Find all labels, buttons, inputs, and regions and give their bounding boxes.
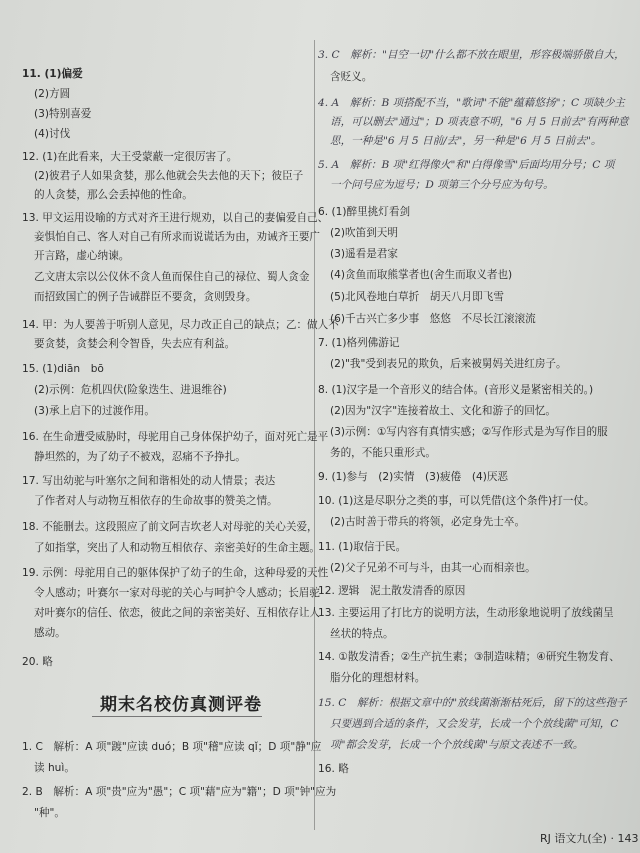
answer-line: 10. (1)这是尽职分之类的事，可以凭借(这个条件)打一仗。 [318, 495, 595, 507]
answer-line: (2)古时善于带兵的将领，必定身先士卒。 [330, 516, 526, 528]
answer-line: 务的，不能只重形式。 [330, 447, 436, 459]
title-underline [92, 716, 262, 717]
answer-line: 了作者对人与动物互相依存的生命故事的赞美之情。 [34, 495, 278, 507]
answer-line: 的人贪婪，那么会丢掉他的性命。 [34, 189, 193, 201]
answer-line: 含贬义。 [330, 71, 373, 83]
answer-line: (2)"我"受到表兄的欺负，后来被舅妈关进红房子。 [330, 358, 567, 370]
answer-line: 对叶赛尔的信任、依恋，彼此之间的亲密美好、互相依存让人 [34, 607, 321, 619]
answer-line: 令人感动；叶赛尔一家对母驼的关心与呵护令人感动；长眉驼 [34, 587, 321, 599]
page-footer: RJ 语文九(全) · 143 [540, 832, 639, 845]
answer-line: 要贪婪，贪婪会利令智昏，失去应有利益。 [34, 338, 236, 350]
answer-line: 19. 示例：母驼用自己的躯体保护了幼子的生命，这种母爱的天性 [22, 567, 329, 579]
answer-line: (4)讨伐 [34, 128, 71, 140]
answer-line: (3)遥看是君家 [330, 248, 398, 260]
right-column [318, 0, 630, 853]
answer-line: 4. A 解析：B 项搭配不当，"歌词"不能"蕴藉悠扬"；C 项缺少主 [318, 97, 625, 109]
answer-line: 15. C 解析：根据文章中的"放线菌渐渐枯死后，留下的这些孢子 [318, 697, 627, 709]
answer-line: 语，可以删去"通过"；D 项表意不明，"6 月 5 日前去"有两种意 [330, 116, 629, 128]
answer-line: 11. (1)取信于民。 [318, 541, 407, 553]
answer-line: 5. A 解析：B 项"红得像火"和"白得像雪"后面均用分号；C 项 [318, 159, 615, 171]
answer-line: 了如指掌，突出了人和动物互相依存、亲密美好的生命主题。 [34, 542, 321, 554]
answer-line: 7. (1)格列佛游记 [318, 337, 400, 349]
answer-line: (4)贪鱼而取熊掌者也(舍生而取义者也) [330, 269, 513, 281]
answer-line: 一个问号应为逗号；D 项第三个分号应为句号。 [330, 179, 554, 191]
answer-line: (2)父子兄弟不可与斗，由其一心而相亲也。 [330, 562, 536, 574]
answer-line: 20. 略 [22, 656, 53, 668]
answer-line: 思，一种是"6 月 5 日前/去"，另一种是"6 月 5 日前去"。 [330, 135, 602, 147]
answer-line: (2)方圆 [34, 88, 71, 100]
answer-line: 13. 主要运用了打比方的说明方法，生动形象地说明了放线菌呈 [318, 607, 614, 619]
answer-line: 而招致国亡的例子告诫群臣不要贪，贪则毁身。 [34, 291, 257, 303]
answer-line: (2)示例：危机四伏(险象迭生、进退维谷) [34, 384, 227, 396]
answer-line: (2)吹笛到天明 [330, 227, 398, 239]
answer-line: 静坦然的，为了幼子不被戏，忍痛不予挣扎。 [34, 451, 246, 463]
answer-line: (3)承上启下的过渡作用。 [34, 405, 155, 417]
answer-line: 15. (1)diān bō [22, 363, 104, 375]
answer-line: 12. 逻辑 泥土散发清香的原因 [318, 585, 466, 597]
answer-line: 8. (1)汉字是一个音形义的结合体。(音形义是紧密相关的。) [318, 384, 594, 396]
answer-line: 16. 略 [318, 763, 349, 775]
answer-line: 11. (1)偏爱 [22, 68, 83, 80]
answer-line: 妾惧怕自己、客人对自己有所求而说谎话为由，劝诫齐王要广 [34, 231, 321, 243]
answer-line: (3)特别喜爱 [34, 108, 92, 120]
answer-line: 读 huì。 [34, 762, 75, 774]
answer-line: (2)因为"汉字"连接着故土、文化和游子的回忆。 [330, 405, 557, 417]
answer-line: 脂分化的理想材料。 [330, 672, 426, 684]
answer-line: (3)示例：①写内容有真情实感；②写作形式是为写作目的服 [330, 426, 608, 438]
answer-line: 丝状的特点。 [330, 628, 394, 640]
answer-line: 2. B 解析：A 项"贵"应为"愚"；C 项"藉"应为"籍"；D 项"钟"应为 [22, 786, 337, 798]
answer-line: 14. 甲：为人要善于听别人意见，尽力改正自己的缺点；乙：做人不 [22, 319, 339, 331]
answer-line: 13. 甲文运用设喻的方式对齐王进行规劝，以自己的妻偏爱自己、 [22, 212, 329, 224]
answer-line: 3. C 解析："目空一切"什么都不放在眼里，形容极端骄傲自大， [318, 49, 625, 61]
answer-line: 6. (1)醉里挑灯看剑 [318, 206, 411, 218]
answer-line: (6)千古兴亡多少事 悠悠 不尽长江滚滚流 [330, 313, 536, 325]
answer-line: 12. (1)在此看来，大王受蒙蔽一定很厉害了。 [22, 151, 238, 163]
answer-line: (2)彼君子人如果贪婪，那么他就会失去他的天下；彼臣子 [34, 170, 304, 182]
answer-line: 14. ①散发清香；②生产抗生素；③制造味精；④研究生物发育、 [318, 651, 620, 663]
section-title: 期末名校仿真测评卷 [100, 695, 262, 715]
answer-line: 项"都会发芽，长成一个个放线菌"与原文表述不一致。 [330, 739, 584, 751]
answer-line: "种"。 [34, 807, 65, 819]
answer-line: 只要遇到合适的条件，又会发芽，长成一个个放线菌"可知，C [330, 718, 619, 730]
answer-line: 感动。 [34, 627, 66, 639]
answer-line: 乙文唐太宗以公仪休不贪人鱼而保住自己的禄位、蜀人贪金 [34, 271, 310, 283]
answer-line: 17. 写出幼驼与叶塞尔之间和谐相处的动人情景；表达 [22, 475, 276, 487]
answer-line: 开言路，虚心纳谏。 [34, 250, 130, 262]
answer-line: (5)北风卷地白草折 胡天八月即飞雪 [330, 291, 504, 303]
answer-line: 16. 在生命遭受威胁时，母驼用自己身体保护幼子，面对死亡是平 [22, 431, 329, 443]
answer-line: 9. (1)参与 (2)实情 (3)疲倦 (4)厌恶 [318, 471, 509, 483]
answer-line: 1. C 解析：A 项"踱"应读 duó；B 项"稽"应读 qǐ；D 项"静"应 [22, 741, 322, 753]
answer-line: 18. 不能删去。这段照应了前文阿吉坎老人对母驼的关心关爱， [22, 521, 318, 533]
